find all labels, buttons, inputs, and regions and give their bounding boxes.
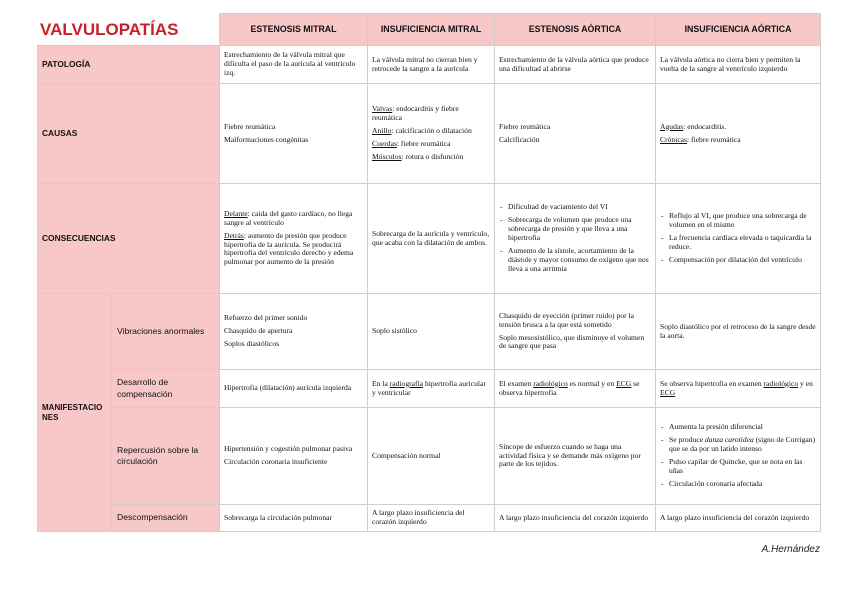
list-item: - Sobrecarga de volumen que produce una sobrecarga de presión y que lleva a una hipertrofia xyxy=(499,216,651,243)
row-header-consecuencias: CONSECUENCIAS xyxy=(38,184,220,294)
cell-desarrollo-em: Hipertrofia (dilatación) aurícula izquierda xyxy=(220,370,368,408)
list-item: Circulación coronaria insuficiente xyxy=(224,457,328,466)
consecuencias-row xyxy=(38,184,821,294)
manifestaciones-vibraciones-row xyxy=(38,294,821,370)
cell-repercusion-im: Compensación normal xyxy=(368,408,495,505)
cell-desarrollo-ia: Se observa hipertrofia en examen radiológico y en ECG xyxy=(656,370,821,408)
cell-patologia-im: La válvula mitral no cierran bien y retrocede la sangre a la aurícula xyxy=(368,46,495,84)
cell-repercusion-ia xyxy=(656,408,821,505)
cause-item: Calcificación xyxy=(499,134,540,144)
subrow-header-vibraciones: Vibraciones anormales xyxy=(112,294,220,370)
list-item: Chasquido de eyección (primer ruido) por la tensión brusca a la que está sometido xyxy=(499,310,634,329)
list-item: - Compensación por dilatación del ventrículo xyxy=(660,256,816,265)
cell-repercusion-em xyxy=(220,408,368,505)
cell-consecuencias-ea xyxy=(495,184,656,294)
manifestaciones-repercusion-row xyxy=(38,408,821,505)
list-item: - Circulación coronaria afectada xyxy=(660,480,816,489)
cell-consecuencias-ia xyxy=(656,184,821,294)
cause-item: Crónicas: fiebre reumática xyxy=(660,134,741,144)
author-signature: A.Hernández xyxy=(761,544,820,555)
subrow-header-desarrollo: Desarrollo de compensación xyxy=(112,370,220,408)
cause-item: Fiebre reumática xyxy=(499,121,551,131)
row-header-patologia: PATOLOGÍA xyxy=(38,46,220,84)
cell-patologia-ea: Estrechamiento de la válvula aórtica que produce una dificultad al abrirse xyxy=(495,46,656,84)
cause-item: Valvas: endocarditis y fiebre reumática xyxy=(372,104,459,123)
manifestaciones-desarrollo-row xyxy=(38,370,821,408)
list-item: - Aumenta la presión diferencial xyxy=(660,423,816,432)
column-header-insuficiencia-mitral: INSUFICIENCIA MITRAL xyxy=(368,14,495,46)
subrow-header-descompensacion: Descompensación xyxy=(112,505,220,532)
cell-descompensacion-em: Sobrecarga la circulación pulmonar xyxy=(220,505,368,532)
list-item: - La frecuencia cardíaca elevada o taquicardia la reduce. xyxy=(660,234,816,252)
cell-vibraciones-ea xyxy=(495,294,656,370)
cell-causas-ia xyxy=(656,84,821,184)
header-row xyxy=(38,14,821,46)
page-title: VALVULOPATÍAS xyxy=(38,14,220,46)
consequence-item: Delante: caída del gasto cardíaco, no llega sangre al ventrículo xyxy=(224,208,353,227)
cell-desarrollo-im: En la radiografía hipertrofia auricular y ventricular xyxy=(368,370,495,408)
list-item: Soplos diastólicos xyxy=(224,338,280,348)
cell-descompensacion-ea: A largo plazo insuficiencia del corazón izquierdo xyxy=(495,505,656,532)
cell-consecuencias-em xyxy=(220,184,368,294)
valvulopathy-table xyxy=(37,13,821,532)
row-header-manifestaciones: MANIFESTACIONES xyxy=(38,294,112,532)
consequence-item: Detrás: aumento de presión que produce hipertrofia de la aurícula. Se producirá hipertrofia del ventrículo derecho y edema pulmonar por aumento de la presión xyxy=(224,230,354,267)
column-header-insuficiencia-aortica: INSUFICIENCIA AÓRTICA xyxy=(656,14,821,46)
causas-row xyxy=(38,84,821,184)
cell-consecuencias-im: Sobrecarga de la aurícula y ventrículo, que acaba con la dilatación de ambos. xyxy=(368,184,495,294)
cell-vibraciones-em xyxy=(220,294,368,370)
list-item: Soplo mesosistólico, que disminuye el volumen de sangre que pasa xyxy=(499,332,645,351)
row-header-causas: CAUSAS xyxy=(38,84,220,184)
manifestaciones-descompensacion-row xyxy=(38,505,821,532)
list-item: - Pulso capilar de Quincke, que se nota en las uñas xyxy=(660,458,816,476)
list-item: Hipertensión y cogestión pulmonar pasiva xyxy=(224,444,353,454)
list-item: Chasquido de apertura xyxy=(224,326,293,336)
column-header-estenosis-aortica: ESTENOSIS AÓRTICA xyxy=(495,14,656,46)
cell-causas-em xyxy=(220,84,368,184)
cell-causas-im xyxy=(368,84,495,184)
list-item: - Se produce danza carotídea (signo de Corrigan) que se da por un latido intenso xyxy=(660,436,816,454)
list-item: - Dificultad de vaciamiento del VI xyxy=(499,203,651,212)
cause-item: Agudas: endocarditis. xyxy=(660,121,727,131)
cell-patologia-em: Estrechamiento de la válvula mitral que dificulta el paso de la aurícula al ventrículo izq. xyxy=(220,46,368,84)
cell-repercusion-ea: Síncope de esfuerzo cuando se haga una actividad física y se demande más oxígeno por parte de los tejidos. xyxy=(495,408,656,505)
cell-vibraciones-im: Soplo sistólico xyxy=(368,294,495,370)
cause-item: Músculos: rotura o disfunción xyxy=(372,151,464,161)
cell-descompensacion-ia: A largo plazo insuficiencia del corazón izquierdo xyxy=(656,505,821,532)
column-header-estenosis-mitral: ESTENOSIS MITRAL xyxy=(220,14,368,46)
list-item: - Aumento de la sístole, acortamiento de la diástole y mayor consumo de oxígeno que nos lleva a una arritmia xyxy=(499,247,651,274)
cell-patologia-ia: La válvula aórtica no cierra bien y permiten la vuelta de la sangre al ventrículo izquierdo xyxy=(656,46,821,84)
cause-item: Anillo: calcificación o dilatación xyxy=(372,126,472,136)
cell-descompensacion-im: A largo plazo insuficiencia del corazón izquierdo xyxy=(368,505,495,532)
list-item: - Reflujo al VI, que produce una sobrecarga de volumen en el mismo xyxy=(660,212,816,230)
cause-item: Fiebre reumática xyxy=(224,121,276,131)
cell-vibraciones-ia: Soplo diastólico por el retroceso de la sangre desde la aorta. xyxy=(656,294,821,370)
patologia-row xyxy=(38,46,821,84)
cell-causas-ea xyxy=(495,84,656,184)
list-item: Refuerzo del primer sonido xyxy=(224,313,308,323)
cause-item: Cuerdas: fiebre reumática xyxy=(372,138,451,148)
cause-item: Malformaciones congénitas xyxy=(224,134,309,144)
subrow-header-repercusion: Repercusión sobre la circulación xyxy=(112,408,220,505)
cell-desarrollo-ea: El examen radiológico es normal y en ECG se observa hipertrofia xyxy=(495,370,656,408)
